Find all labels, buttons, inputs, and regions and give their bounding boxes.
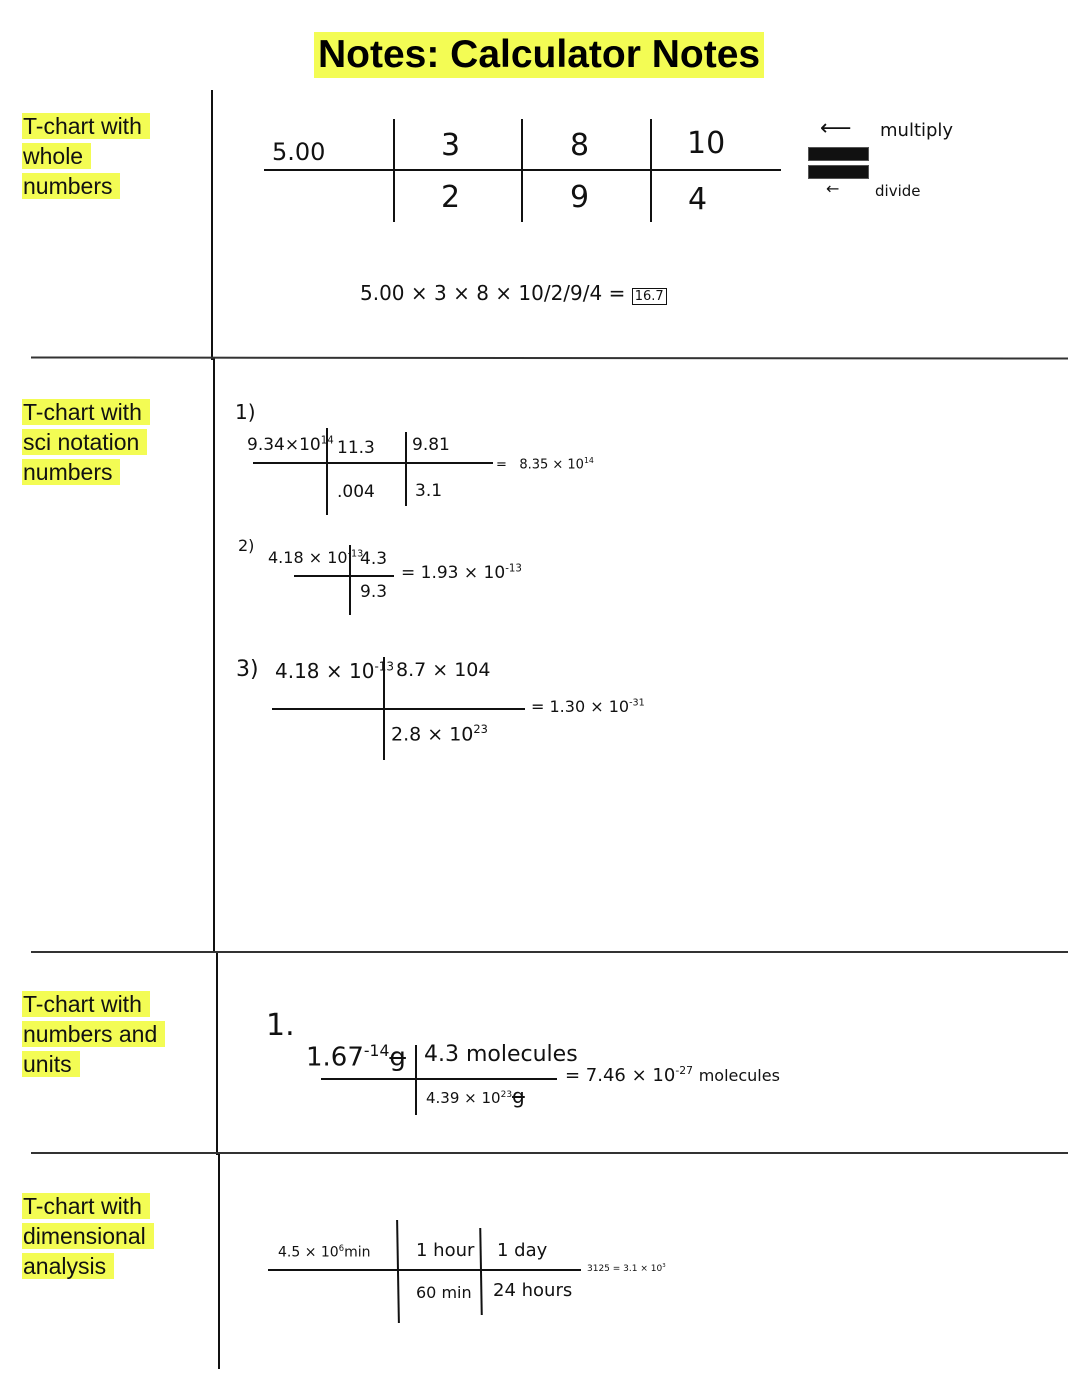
- tchart-vline: [521, 119, 523, 222]
- row-divider: [31, 1152, 1068, 1154]
- tchart-top-cell: 1 day: [497, 1240, 548, 1261]
- result-value: = $7.46 \times 10^{-27}$ molecules: [565, 1064, 780, 1086]
- column-divider: [211, 90, 213, 360]
- problem-number: 1): [235, 400, 256, 424]
- tchart-start-value: 5.00: [272, 138, 326, 166]
- answer-box: 16.7: [632, 288, 667, 305]
- tchart-top-cell: 8.7 × 104: [396, 659, 491, 681]
- tchart-vline: [393, 119, 395, 222]
- tchart-hline: [272, 708, 525, 710]
- tchart-top-cell: 4.3 molecules: [424, 1042, 578, 1067]
- bottom-bar-icon: [808, 165, 869, 179]
- tchart-top-cell: 9.81: [412, 435, 450, 455]
- tchart-bottom-cell: 24 hours: [493, 1280, 573, 1301]
- tchart-top-cell: 10: [687, 126, 726, 161]
- tchart-start-value: $4.18 \times 10^{-13}$: [275, 659, 395, 683]
- crossed-unit: g: [512, 1084, 525, 1108]
- tchart-top-cell: 4.3: [360, 549, 388, 569]
- tchart-start-value: $4.5 \times 10^6\min$: [278, 1243, 371, 1261]
- row-divider: [31, 951, 1068, 953]
- tchart-bottom-cell: 60 min: [416, 1283, 472, 1302]
- tchart-top-cell: 1 hour: [416, 1240, 475, 1261]
- tchart-hline: [321, 1078, 557, 1080]
- result-value: = $1.93 \times 10^{-13}$: [401, 563, 522, 583]
- tchart-top-cell: 11.3: [337, 438, 375, 458]
- tchart-bottom-cell: 3.1: [415, 481, 443, 501]
- page-title: Notes: Calculator Notes: [314, 32, 764, 78]
- tchart-bottom-cell: $2.8 \times 10^{23}$: [391, 722, 488, 746]
- tchart-top-cell: 3: [441, 128, 461, 163]
- tchart-bottom-cell: 2: [441, 180, 461, 215]
- whole-numbers-equation: 5.00 × 3 × 8 × 10/2/9/4 = 16.7: [360, 281, 667, 305]
- tchart-start-value: $4.18 \times 10^{-13}$: [268, 548, 364, 567]
- result-value: = $1.30 \times 10^{-31}$: [531, 697, 645, 716]
- crossed-unit: g: [389, 1042, 406, 1073]
- tchart-bottom-cell: 4: [688, 182, 708, 217]
- tchart-start-value: $9.34\times 10^{14}$: [247, 435, 334, 455]
- section-label-sci-notation: T-chart with sci notation numbers: [22, 397, 150, 487]
- tchart-vline: [479, 1228, 482, 1315]
- section-label-numbers-units: T-chart with numbers and units: [22, 989, 165, 1079]
- tchart-vline: [405, 432, 407, 506]
- column-divider: [218, 1153, 220, 1369]
- result-value: $3125 = 3.1 \times 10^3$: [587, 1263, 666, 1274]
- tchart-vline: [396, 1220, 399, 1323]
- problem-number: 3): [236, 657, 259, 682]
- tchart-bottom-cell: $4.39 \times 10^{23}g$: [426, 1084, 525, 1108]
- arrow-left-icon: ←: [826, 179, 840, 198]
- tchart-vline: [650, 119, 652, 222]
- top-bar-icon: [808, 147, 869, 161]
- tchart-bottom-cell: 9: [570, 180, 590, 215]
- tchart-top-cell: 8: [570, 128, 590, 163]
- tchart-hline: [253, 462, 493, 464]
- tchart-bottom-cell: 9.3: [360, 582, 388, 602]
- arrow-left-icon: ⟵: [820, 116, 852, 141]
- problem-number: 1.: [266, 1008, 295, 1043]
- row-divider: [31, 356, 1068, 359]
- column-divider: [216, 952, 218, 1155]
- legend-multiply: multiply: [880, 120, 954, 141]
- section-label-dimensional-analysis: T-chart with dimensional analysis: [22, 1191, 154, 1281]
- problem-number: 2): [238, 536, 255, 555]
- tchart-vline: [415, 1045, 417, 1115]
- tchart-hline: [294, 575, 394, 577]
- tchart-start-value: $1.67^{-14}g$: [306, 1042, 406, 1073]
- section-label-whole-numbers: T-chart with whole numbers: [22, 111, 150, 201]
- tchart-hline: [268, 1269, 581, 1271]
- column-divider: [213, 358, 215, 953]
- result-value: = $8.35 \times 10^{14}$: [496, 456, 594, 473]
- tchart-bottom-cell: .004: [337, 482, 375, 502]
- legend-divide: divide: [875, 182, 921, 200]
